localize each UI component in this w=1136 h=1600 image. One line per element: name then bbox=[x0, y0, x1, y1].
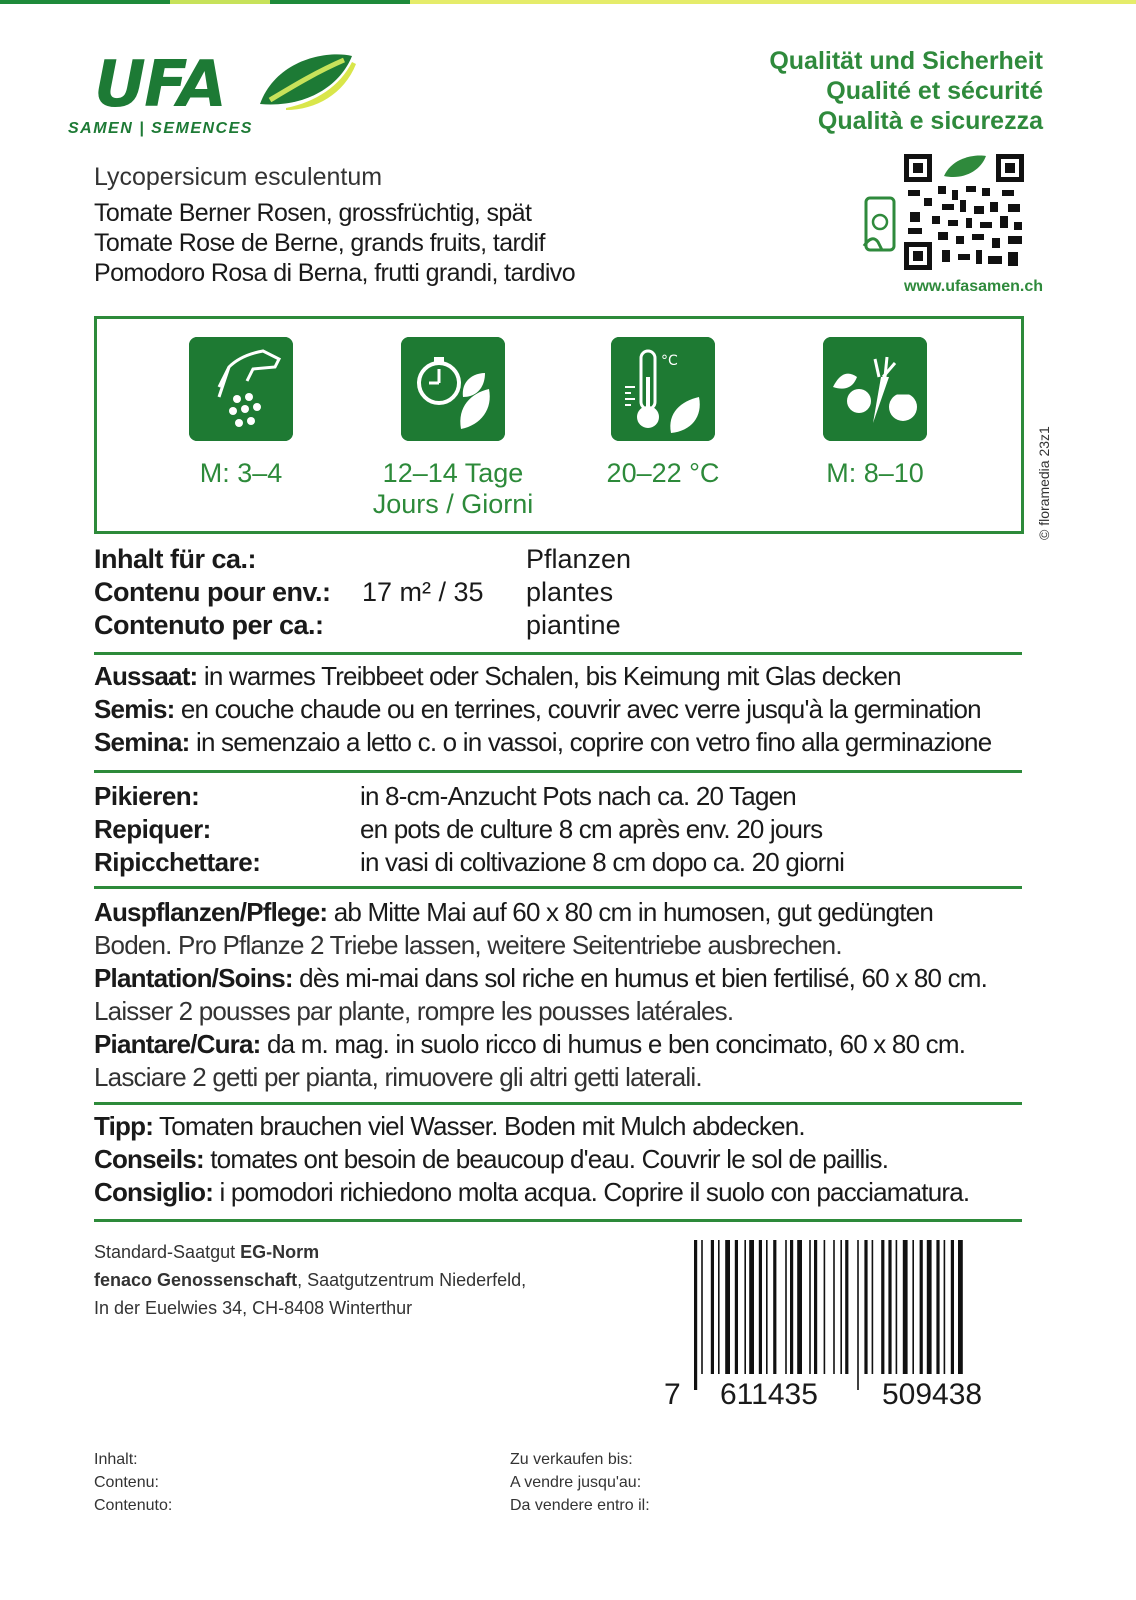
planting-cont-fr: Laisser 2 pousses par plante, rompre les pousses latérales. bbox=[94, 996, 734, 1026]
content-label-fr: Contenu pour env.: bbox=[94, 577, 331, 607]
logo-text: UFA bbox=[94, 48, 225, 122]
top-color-bar bbox=[0, 0, 1136, 4]
svg-text:°C: °C bbox=[661, 353, 678, 369]
sowing-line-de: Aussaat: in warmes Treibbeet oder Schalen, bis Keimung mit Glas decken bbox=[94, 661, 901, 691]
sowing-months: M: 3–4 bbox=[199, 458, 283, 488]
logo-subtitle: SAMEN | SEMENCES bbox=[68, 120, 253, 137]
ufa-logo bbox=[66, 42, 376, 142]
harvest-months: M: 8–10 bbox=[826, 458, 924, 488]
sowing-label: Semina: bbox=[94, 727, 190, 757]
germination-temperature: 20–22 °C bbox=[606, 458, 720, 488]
planting-instructions bbox=[94, 896, 1034, 1094]
cultivation-icons-box bbox=[94, 316, 1024, 534]
content-label-de: Inhalt für ca.: bbox=[94, 544, 257, 574]
content-amount: 17 m² / 35 bbox=[362, 577, 484, 607]
harvest-info bbox=[775, 337, 975, 489]
latin-name: Lycopersicum esculentum bbox=[94, 163, 383, 191]
sowing-info bbox=[141, 337, 341, 489]
pricking-row-fr: Repiquer: en pots de culture 8 cm après env. 20 jours bbox=[94, 814, 823, 844]
quality-fr: Qualité et sécurité bbox=[826, 77, 1043, 105]
barcode-left-digits: 611435 bbox=[716, 1378, 822, 1412]
website-url[interactable]: www.ufasamen.ch bbox=[904, 278, 1043, 295]
planting-cont-it: Lasciare 2 getti per pianta, rimuovere gli altri getti laterali. bbox=[94, 1062, 702, 1092]
barcode-number bbox=[660, 1378, 1030, 1414]
tips bbox=[94, 1110, 1034, 1209]
variety-name-fr: Tomate Rose de Berne, grands fruits, tardif bbox=[94, 229, 545, 257]
planting-line-it: Piantare/Cura: da m. mag. in suolo ricco di humus e ben concimato, 60 x 80 cm. bbox=[94, 1029, 966, 1059]
barcode-first-digit: 7 bbox=[660, 1378, 685, 1412]
planting-line-fr: Plantation/Soins: dès mi-mai dans sol riche en humus et bien fertilisé, 60 x 80 cm. bbox=[94, 963, 988, 993]
species-block bbox=[94, 162, 575, 288]
pricking-row-it: Ripicchettare: in vasi di coltivazione 8 cm dopo ca. 20 giorni bbox=[94, 847, 845, 877]
temperature-info bbox=[563, 337, 763, 489]
germination-info bbox=[353, 337, 553, 520]
quality-statement bbox=[769, 46, 1043, 136]
phone-icon bbox=[864, 198, 894, 250]
content-fields: Inhalt: Contenu: Contenuto: bbox=[94, 1451, 173, 1514]
unit-de: Pflanzen bbox=[526, 544, 632, 574]
pricking-instructions bbox=[94, 780, 1024, 879]
divider bbox=[94, 652, 1022, 655]
variety-name-it: Pomodoro Rosa di Berna, frutti grandi, tardivo bbox=[94, 259, 575, 287]
content-label-it: Contenuto per ca.: bbox=[94, 610, 324, 640]
sowing-label: Aussaat: bbox=[94, 661, 198, 691]
divider bbox=[94, 1102, 1022, 1105]
unit-fr: plantes bbox=[526, 577, 614, 607]
tip-line-it: Consiglio: i pomodori richiedono molta acqua. Coprire il suolo con pacciamatura. bbox=[94, 1177, 970, 1207]
content-units bbox=[526, 543, 631, 642]
sowing-line-it: Semina: in semenzaio a letto c. o in vassoi, coprire con vetro fino alla germinazione bbox=[94, 727, 992, 757]
sowing-label: Semis: bbox=[94, 694, 175, 724]
sowing-instructions bbox=[94, 660, 1034, 759]
tip-line-fr: Conseils: tomates ont besoin de beaucoup d'eau. Couvrir le sol de paillis. bbox=[94, 1144, 889, 1174]
planting-cont-de: Boden. Pro Pflanze 2 Triebe lassen, weitere Seitentriebe ausbrechen. bbox=[94, 930, 842, 960]
harvest-vegetables-icon bbox=[823, 337, 927, 441]
thermometer-icon bbox=[611, 337, 715, 441]
divider bbox=[94, 770, 1022, 773]
germination-days-unit: Jours / Giorni bbox=[372, 489, 534, 519]
quality-it: Qualità e sicurezza bbox=[817, 107, 1043, 135]
tip-line-de: Tipp: Tomaten brauchen viel Wasser. Boden mit Mulch abdecken. bbox=[94, 1111, 805, 1141]
planting-line-de: Auspflanzen/Pflege: ab Mitte Mai auf 60 x 80 cm in humosen, gut gedüngten bbox=[94, 897, 934, 927]
germination-timer-icon bbox=[401, 337, 505, 441]
variety-name-de: Tomate Berner Rosen, grossfrüchtig, spät bbox=[94, 199, 532, 227]
seed-standard: Standard-Saatgut EG-Norm bbox=[94, 1242, 320, 1262]
divider bbox=[94, 1219, 1022, 1222]
divider bbox=[94, 886, 1022, 889]
producer-info bbox=[94, 1238, 526, 1322]
sowing-hand-icon bbox=[189, 337, 293, 441]
floramedia-credit: © floramedia 23z1 bbox=[1036, 426, 1052, 540]
company-line: fenaco Genossenschaft, Saatgutzentrum Niederfeld, bbox=[94, 1270, 527, 1290]
germination-days: 12–14 Tage bbox=[382, 458, 524, 488]
pricking-row-de: Pikieren: in 8-cm-Anzucht Pots nach ca. 20 Tagen bbox=[94, 781, 796, 811]
quality-de: Qualität und Sicherheit bbox=[769, 47, 1043, 75]
leaf-icon bbox=[256, 50, 356, 110]
unit-it: piantine bbox=[526, 610, 621, 640]
sell-by-fields: Zu verkaufen bis: A vendre jusqu'au: Da vendere entro il: bbox=[510, 1451, 650, 1514]
barcode-right-digits: 509438 bbox=[878, 1378, 986, 1412]
company-address: In der Euelwies 34, CH-8408 Winterthur bbox=[94, 1298, 413, 1318]
package-content bbox=[94, 543, 1024, 642]
barcode bbox=[690, 1240, 1026, 1390]
sowing-line-fr: Semis: en couche chaude ou en terrines, couvrir avec verre jusqu'à la germination bbox=[94, 694, 981, 724]
